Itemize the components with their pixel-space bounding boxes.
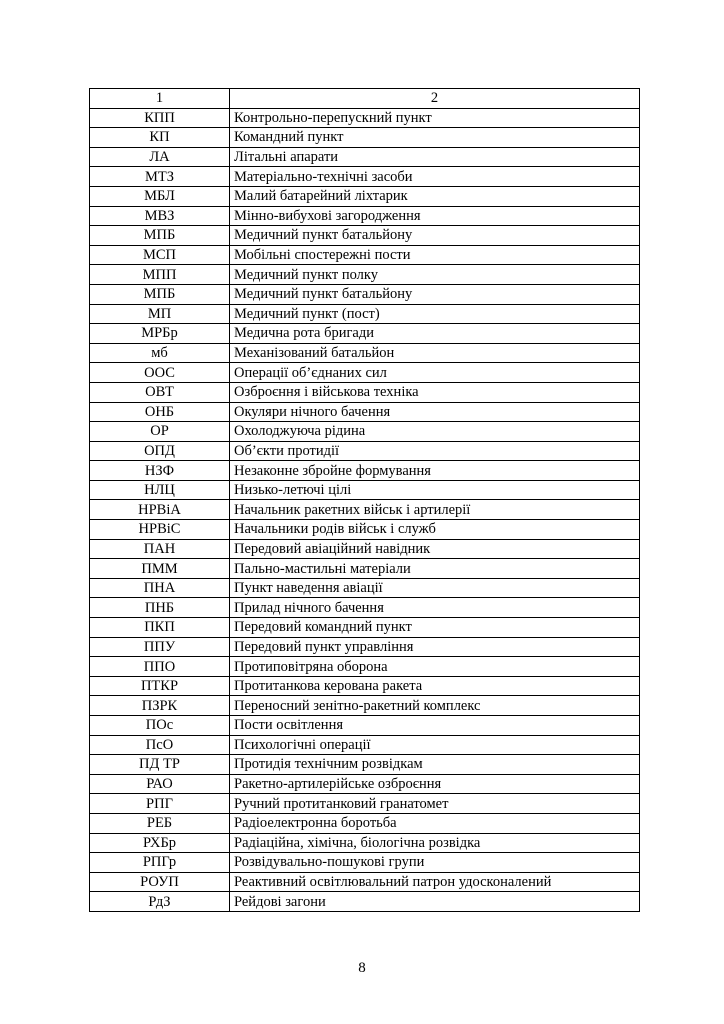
abbreviation-cell: ПТКР xyxy=(90,676,230,696)
description-cell: Протитанкова керована ракета xyxy=(230,676,640,696)
table-row xyxy=(90,853,640,873)
abbreviation-cell: ППУ xyxy=(90,637,230,657)
abbreviation-cell: НРВіС xyxy=(90,520,230,540)
table-row xyxy=(90,480,640,500)
table-row xyxy=(90,265,640,285)
abbreviation-cell: ПММ xyxy=(90,559,230,579)
abbreviation-cell: ОР xyxy=(90,422,230,442)
abbreviation-cell: КПП xyxy=(90,108,230,128)
abbreviation-cell: ПОс xyxy=(90,716,230,736)
description-cell: Медичний пункт батальйону xyxy=(230,226,640,246)
description-cell: Радіаційна, хімічна, біологічна розвідка xyxy=(230,833,640,853)
header-row xyxy=(90,89,640,109)
abbreviations-table xyxy=(89,88,640,912)
table-row xyxy=(90,461,640,481)
abbreviation-cell: мб xyxy=(90,343,230,363)
abbreviation-cell: МРБр xyxy=(90,324,230,344)
table-row xyxy=(90,559,640,579)
column-header-2: 2 xyxy=(230,89,640,109)
abbreviation-cell: ПсО xyxy=(90,735,230,755)
table-row xyxy=(90,774,640,794)
description-cell: Мінно-вибухові загородження xyxy=(230,206,640,226)
table-row xyxy=(90,324,640,344)
table-row xyxy=(90,892,640,912)
description-cell: Охолоджуюча рідина xyxy=(230,422,640,442)
table-row xyxy=(90,108,640,128)
description-cell: Контрольно-перепускний пункт xyxy=(230,108,640,128)
description-cell: Малий батарейний ліхтарик xyxy=(230,186,640,206)
abbreviation-cell: РЕБ xyxy=(90,813,230,833)
table-row xyxy=(90,363,640,383)
abbreviation-cell: ПНА xyxy=(90,578,230,598)
description-cell: Розвідувально-пошукові групи xyxy=(230,853,640,873)
table-row xyxy=(90,128,640,148)
table-row xyxy=(90,245,640,265)
abbreviation-cell: МПП xyxy=(90,265,230,285)
table-row xyxy=(90,284,640,304)
abbreviation-cell: МСП xyxy=(90,245,230,265)
description-cell: Командний пункт xyxy=(230,128,640,148)
description-cell: Озброєння і військова техніка xyxy=(230,382,640,402)
description-cell: Передовий командний пункт xyxy=(230,618,640,638)
table-row xyxy=(90,735,640,755)
description-cell: Психологічні операції xyxy=(230,735,640,755)
table-row xyxy=(90,676,640,696)
description-cell: Начальник ракетних військ і артилерії xyxy=(230,500,640,520)
abbreviation-cell: РАО xyxy=(90,774,230,794)
table-row xyxy=(90,794,640,814)
table-body xyxy=(90,108,640,911)
table-row xyxy=(90,578,640,598)
table-row xyxy=(90,657,640,677)
page-number: 8 xyxy=(358,960,366,976)
table-row xyxy=(90,520,640,540)
description-cell: Передовий авіаційний навідник xyxy=(230,539,640,559)
table-row xyxy=(90,402,640,422)
abbreviation-cell: ППО xyxy=(90,657,230,677)
table-row xyxy=(90,755,640,775)
description-cell: Літальні апарати xyxy=(230,147,640,167)
abbreviation-cell: РдЗ xyxy=(90,892,230,912)
table-row xyxy=(90,833,640,853)
table-row xyxy=(90,422,640,442)
abbreviation-cell: ПЗРК xyxy=(90,696,230,716)
table-row xyxy=(90,539,640,559)
abbreviation-cell: ПКП xyxy=(90,618,230,638)
table-row xyxy=(90,206,640,226)
table-row xyxy=(90,716,640,736)
description-cell: Окуляри нічного бачення xyxy=(230,402,640,422)
description-cell: Передовий пункт управління xyxy=(230,637,640,657)
abbreviation-cell: КП xyxy=(90,128,230,148)
description-cell: Протидія технічним розвідкам xyxy=(230,755,640,775)
abbreviation-cell: ЛА xyxy=(90,147,230,167)
abbreviation-cell: МТЗ xyxy=(90,167,230,187)
table-row xyxy=(90,304,640,324)
abbreviation-cell: НЛЦ xyxy=(90,480,230,500)
description-cell: Прилад нічного бачення xyxy=(230,598,640,618)
description-cell: Рейдові загони xyxy=(230,892,640,912)
description-cell: Начальники родів військ і служб xyxy=(230,520,640,540)
description-cell: Медичний пункт батальйону xyxy=(230,284,640,304)
abbreviation-cell: МВЗ xyxy=(90,206,230,226)
description-cell: Протиповітряна оборона xyxy=(230,657,640,677)
abbreviation-cell: ОПД xyxy=(90,441,230,461)
description-cell: Матеріально-технічні засоби xyxy=(230,167,640,187)
description-cell: Переносний зенітно-ракетний комплекс xyxy=(230,696,640,716)
abbreviation-cell: ОВТ xyxy=(90,382,230,402)
abbreviation-cell: НРВіА xyxy=(90,500,230,520)
abbreviation-cell: РПГр xyxy=(90,853,230,873)
table-row xyxy=(90,226,640,246)
abbreviation-cell: ПД ТР xyxy=(90,755,230,775)
table-row xyxy=(90,598,640,618)
table-row xyxy=(90,637,640,657)
abbreviation-cell: НЗФ xyxy=(90,461,230,481)
column-header-1: 1 xyxy=(90,89,230,109)
description-cell: Мобільні спостережні пости xyxy=(230,245,640,265)
abbreviation-cell: ОНБ xyxy=(90,402,230,422)
description-cell: Медичний пункт полку xyxy=(230,265,640,285)
description-cell: Низько-летючі цілі xyxy=(230,480,640,500)
abbreviation-cell: МПБ xyxy=(90,226,230,246)
table-row xyxy=(90,696,640,716)
description-cell: Механізований батальйон xyxy=(230,343,640,363)
abbreviation-cell: ПНБ xyxy=(90,598,230,618)
table-row xyxy=(90,618,640,638)
table-row xyxy=(90,813,640,833)
table-row xyxy=(90,147,640,167)
abbreviation-cell: МБЛ xyxy=(90,186,230,206)
description-cell: Незаконне збройне формування xyxy=(230,461,640,481)
table-row xyxy=(90,500,640,520)
abbreviation-cell: РХБр xyxy=(90,833,230,853)
description-cell: Радіоелектронна боротьба xyxy=(230,813,640,833)
description-cell: Медична рота бригади xyxy=(230,324,640,344)
table-row xyxy=(90,382,640,402)
description-cell: Медичний пункт (пост) xyxy=(230,304,640,324)
description-cell: Реактивний освітлювальний патрон удосконалений xyxy=(230,872,640,892)
abbreviation-cell: ООС xyxy=(90,363,230,383)
description-cell: Об’єкти протидії xyxy=(230,441,640,461)
description-cell: Пункт наведення авіації xyxy=(230,578,640,598)
abbreviation-cell: РПГ xyxy=(90,794,230,814)
table-row xyxy=(90,167,640,187)
table-row xyxy=(90,186,640,206)
description-cell: Ракетно-артилерійське озброєння xyxy=(230,774,640,794)
description-cell: Пально-мастильні матеріали xyxy=(230,559,640,579)
description-cell: Пости освітлення xyxy=(230,716,640,736)
abbreviation-cell: ПАН xyxy=(90,539,230,559)
description-cell: Операції об’єднаних сил xyxy=(230,363,640,383)
table-row xyxy=(90,441,640,461)
description-cell: Ручний протитанковий гранатомет xyxy=(230,794,640,814)
abbreviation-cell: МП xyxy=(90,304,230,324)
table-header xyxy=(90,89,640,109)
abbreviation-cell: МПБ xyxy=(90,284,230,304)
abbreviation-cell: РОУП xyxy=(90,872,230,892)
table-row xyxy=(90,343,640,363)
table-row xyxy=(90,872,640,892)
